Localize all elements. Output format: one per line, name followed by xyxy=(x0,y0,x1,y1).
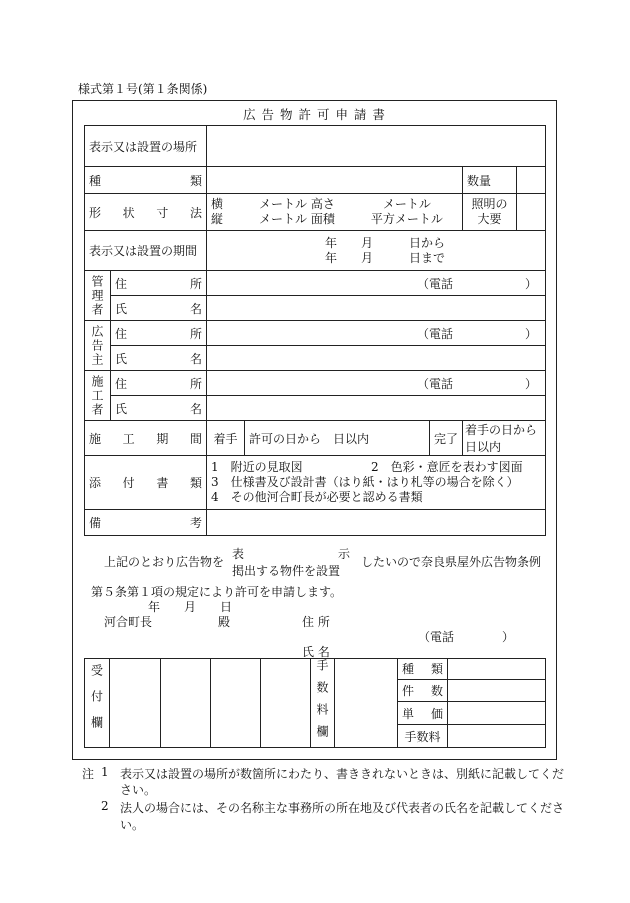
contractor-address-field[interactable] xyxy=(207,371,546,396)
name-label-1: 氏 xyxy=(115,401,128,416)
application-table xyxy=(84,125,550,536)
location-field[interactable] xyxy=(207,126,546,167)
type-field[interactable] xyxy=(207,167,463,194)
location-label: 表示又は設置の場所 xyxy=(85,126,207,167)
note1-number: 1 xyxy=(101,765,109,779)
attachments-label-1: 添 xyxy=(89,476,102,490)
quantity-label: 数量 xyxy=(463,167,517,194)
advertiser-name-field[interactable] xyxy=(207,346,546,371)
attachments-label-2: 付 xyxy=(122,476,135,490)
period-to: 年 月 日まで xyxy=(325,250,446,265)
location-row xyxy=(85,126,546,167)
attachment-item: 4 その他河合町長が必要と認める書類 xyxy=(211,490,423,504)
attachment-item: 3 仕様書及び設計書（はり紙・はり札等の場合を除く） xyxy=(211,475,519,489)
attachments-row xyxy=(85,456,546,510)
note2-number: 2 xyxy=(101,799,109,813)
type-row xyxy=(85,167,546,194)
reception-label: 受付欄 xyxy=(85,659,110,748)
fee-type-label-1: 種 xyxy=(402,662,415,677)
manager-name-row xyxy=(85,296,546,321)
application-date: 年 月 日 xyxy=(148,600,233,614)
note2-text: 法人の場合には、その名称主な事務所の所在地及び代表者の氏名を記載してくださ xyxy=(120,801,565,815)
advertiser-address-field[interactable] xyxy=(207,321,546,346)
construction-label-2: 工 xyxy=(122,431,135,446)
manager-phone: （電話 ） xyxy=(417,276,538,291)
fee-unit-field[interactable] xyxy=(448,702,546,725)
statement-line2: 第５条第１項の規定により許可を申請します。 xyxy=(91,585,343,599)
lighting-label: 照明の大要 xyxy=(463,194,517,231)
quantity-field[interactable] xyxy=(517,167,546,194)
lighting-field[interactable] xyxy=(517,194,546,231)
start-field[interactable]: 許可の日から 日以内 xyxy=(245,421,430,456)
honorific: 殿 xyxy=(218,615,231,629)
manager-name-field[interactable] xyxy=(207,296,546,321)
construction-label-1: 施 xyxy=(89,431,102,446)
shape-label-4: 法 xyxy=(189,205,202,220)
receipt-row xyxy=(85,659,546,680)
construction-period-row xyxy=(85,421,546,456)
remarks-field[interactable] xyxy=(207,510,546,536)
period-field[interactable] xyxy=(207,231,546,271)
display-char-1: 表 xyxy=(232,547,245,561)
fee-count-label-2: 数 xyxy=(430,684,443,699)
reception-cell[interactable] xyxy=(110,659,161,748)
remarks-label-1: 備 xyxy=(89,516,102,530)
period-row xyxy=(85,231,546,271)
address-label-1: 住 xyxy=(115,376,128,391)
note2-text-cont: い。 xyxy=(120,818,145,832)
fee-total-label: 手数料 xyxy=(398,725,448,748)
finish-label: 完了 xyxy=(430,421,463,456)
applicant-phone: （電話 ） xyxy=(418,630,515,644)
contractor-label: 施工者 xyxy=(85,371,111,421)
shape-label-1: 形 xyxy=(89,205,102,220)
addressee: 河合町長 xyxy=(104,615,153,629)
name-label-2: 名 xyxy=(190,301,203,316)
attachments-list xyxy=(207,456,546,510)
statement-display xyxy=(232,545,350,579)
shape-label-2: 状 xyxy=(122,205,135,220)
address-label-2: 所 xyxy=(190,376,203,391)
fee-count-label-1: 件 xyxy=(402,684,415,699)
name-label-1: 氏 xyxy=(115,351,128,366)
note1-text: 表示又は設置の場所が数箇所にわたり、書ききれないときは、別紙に記載してくだ xyxy=(120,767,565,781)
fee-total-field[interactable] xyxy=(448,725,546,748)
contractor-address-row xyxy=(85,371,546,396)
name-label-1: 氏 xyxy=(115,301,128,316)
start-label: 着手 xyxy=(207,421,245,456)
notes-prefix: 注 xyxy=(82,767,95,781)
applicant-name-label: 氏 名 xyxy=(302,645,330,659)
form-number: 様式第１号(第１条関係) xyxy=(78,82,208,96)
fee-type-field[interactable] xyxy=(448,659,546,680)
shape-dimensions[interactable] xyxy=(207,194,463,231)
period-label: 表示又は設置の期間 xyxy=(85,231,207,271)
attachments-label-3: 書 xyxy=(156,476,169,490)
reception-cell[interactable] xyxy=(261,659,311,748)
manager-label: 管理者 xyxy=(85,271,111,321)
advertiser-label: 広告主 xyxy=(85,321,111,371)
construction-label-3: 期 xyxy=(156,431,169,446)
attachments-label-4: 類 xyxy=(189,476,202,490)
statement-suffix: したいので奈良県屋外広告物条例 xyxy=(361,555,542,569)
address-label-1: 住 xyxy=(115,276,128,291)
display-char-2: 示 xyxy=(337,547,350,561)
name-label-2: 名 xyxy=(190,401,203,416)
install-text: 掲出する物件を設置 xyxy=(232,564,341,578)
address-label-2: 所 xyxy=(190,276,203,291)
manager-address-row xyxy=(85,271,546,296)
fee-label: 手数料欄 xyxy=(311,659,335,748)
type-label-1: 種 xyxy=(89,173,102,188)
fee-count-field[interactable] xyxy=(448,679,546,702)
contractor-name-field[interactable] xyxy=(207,396,546,421)
applicant-address-label: 住 所 xyxy=(302,615,330,629)
shape-row xyxy=(85,194,546,231)
finish-field[interactable]: 着手の日から 日以内 xyxy=(463,421,546,456)
address-label-1: 住 xyxy=(115,326,128,341)
fee-stamp-cell[interactable] xyxy=(335,659,398,748)
remarks-row xyxy=(85,510,546,536)
fee-type-label-2: 類 xyxy=(430,662,443,677)
statement-prefix: 上記のとおり広告物を xyxy=(104,555,225,569)
form-title: 広 告 物 許 可 申 請 書 xyxy=(243,107,386,122)
manager-address-field[interactable] xyxy=(207,271,546,296)
advertiser-address-row xyxy=(85,321,546,346)
period-from: 年 月 日から xyxy=(325,235,446,250)
fee-unit-label-1: 単 xyxy=(402,706,415,721)
advertiser-phone: （電話 ） xyxy=(417,326,538,341)
shape-width-text: 横 メートル 高さ メートル xyxy=(211,197,431,211)
shape-label-3: 寸 xyxy=(156,205,169,220)
type-label-2: 類 xyxy=(190,173,203,188)
construction-label-4: 間 xyxy=(189,431,202,446)
attachment-item: 1 附近の見取図 xyxy=(211,460,303,474)
address-label-2: 所 xyxy=(190,326,203,341)
shape-height-text: 縦 メートル 面積 平方メートル xyxy=(211,212,443,226)
fee-unit-label-2: 価 xyxy=(430,706,443,721)
contractor-name-row xyxy=(85,396,546,421)
attachment-item: 2 色彩・意匠を表わす図面 xyxy=(371,460,523,474)
receipt-table xyxy=(84,658,546,748)
advertiser-name-row xyxy=(85,346,546,371)
name-label-2: 名 xyxy=(190,351,203,366)
remarks-label-2: 考 xyxy=(190,516,203,530)
reception-cell[interactable] xyxy=(211,659,261,748)
reception-cell[interactable] xyxy=(161,659,211,748)
note1-text-cont: さい。 xyxy=(120,783,157,797)
contractor-phone: （電話 ） xyxy=(417,376,538,391)
